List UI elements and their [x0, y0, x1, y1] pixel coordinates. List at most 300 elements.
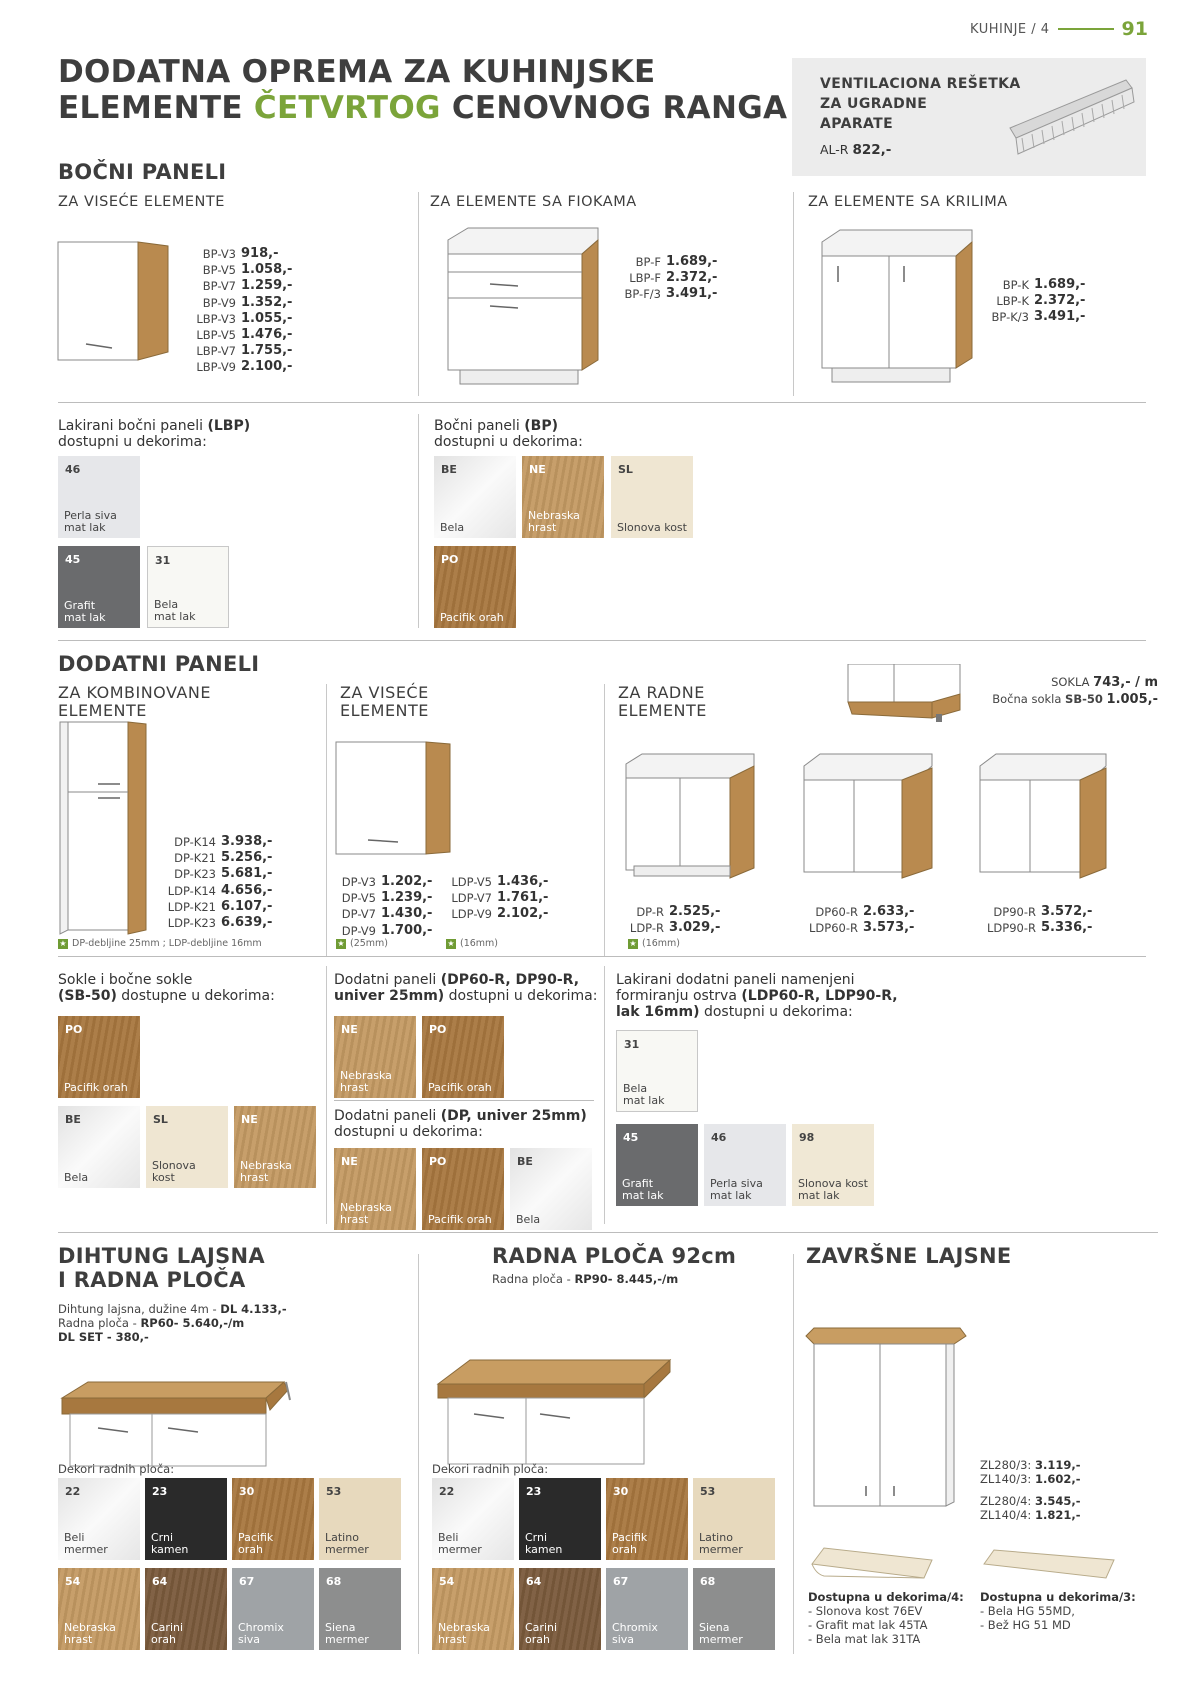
decor-swatch: [146, 1106, 228, 1188]
decor-code: 53: [326, 1485, 342, 1498]
dodatni-col3-label: [618, 684, 707, 720]
product-code: LBP-V7: [196, 344, 236, 359]
decor-code: 54: [439, 1575, 455, 1588]
price-row: [180, 278, 292, 294]
title-line-2-post: CENOVNOG RANGA: [440, 90, 788, 126]
decor-name: Pacifik orah: [612, 1531, 648, 1556]
radna92-b1: RP90- 8.445,-/m: [574, 1272, 679, 1286]
decor-list-item: - Slonova kost 76EV: [808, 1604, 923, 1618]
dodatni-col2-prices-b: [442, 874, 548, 923]
decor-code: SL: [618, 463, 633, 476]
decor-code: 64: [526, 1575, 542, 1588]
decor-name: Pacifik orah: [64, 1081, 128, 1094]
bp-text2: dostupni u dekorima:: [434, 434, 583, 450]
title-line-1: DODATNA OPREMA ZA KUHINJSKE: [58, 54, 656, 90]
decor-swatch: [58, 456, 140, 538]
decor-name: Grafit mat lak: [64, 599, 106, 624]
vent-code: AL-R: [820, 142, 849, 157]
molding-profile-4-image: [808, 1544, 938, 1584]
divider: [604, 684, 605, 956]
dodatni-col3-l1: ZA RADNE: [618, 683, 705, 702]
price-row: [162, 899, 272, 915]
decor-code: 68: [326, 1575, 342, 1588]
decor-swatch: [319, 1478, 401, 1560]
dp-bold1: (DP, univer 25mm): [440, 1108, 587, 1124]
divider: [326, 966, 327, 1224]
bocni-title: BOČNI PANELI: [58, 160, 227, 184]
molding-price: 3.119,-: [1034, 1458, 1081, 1472]
zavrsne-title: ZAVRŠNE LAJSNE: [806, 1244, 1012, 1268]
dihtung-b3: DL SET - 380,-: [58, 1330, 149, 1344]
product-price: 6.639,-: [221, 915, 273, 931]
decor-swatch: [58, 1016, 140, 1098]
decor-name: Crni kamen: [525, 1531, 563, 1556]
decor-code: NE: [241, 1113, 258, 1126]
star-icon: ★: [59, 938, 67, 948]
dp-text2: dostupni u dekorima:: [334, 1124, 483, 1140]
note-col2b: [446, 938, 498, 949]
decor-name: Beli mermer: [64, 1531, 108, 1556]
product-code: LDP60-R: [809, 921, 858, 936]
divider: [58, 1232, 1158, 1233]
sokla-price: 743,- / m: [1093, 675, 1158, 690]
product-price: 5.681,-: [221, 866, 273, 882]
dodatni-col2-l1: ZA VISEĆE: [340, 683, 429, 702]
decor-code: PO: [65, 1023, 83, 1036]
star-icon: ★: [629, 938, 637, 948]
product-code: DP-V5: [341, 891, 376, 906]
decor-swatch: [611, 456, 693, 538]
divider: [604, 966, 605, 1224]
price-row: [442, 890, 548, 906]
bocni-col2-label: ZA ELEMENTE SA FIOKAMA: [430, 194, 637, 210]
bocni-col2-prices: [615, 254, 717, 303]
price-row: [336, 906, 432, 922]
product-code: BP-F: [635, 255, 661, 269]
product-code: DP-K21: [174, 851, 216, 866]
note-col2a-text: (25mm): [350, 938, 389, 949]
product-code: DP-K14: [174, 835, 216, 849]
decor-name: Chromix siva: [612, 1621, 658, 1646]
product-code: LDP-R: [629, 921, 664, 936]
decor-swatch: [58, 546, 140, 628]
door-cabinet-image: [818, 226, 978, 386]
molding-price: 1.821,-: [1034, 1508, 1081, 1522]
molding-code: ZL140/4:: [980, 1508, 1035, 1522]
dihtung-title-1: DIHTUNG LAJSNA: [58, 1244, 265, 1268]
product-code: LDP-V5: [451, 875, 492, 889]
bocna-sokla-label: Bočna sokla: [992, 692, 1062, 706]
note-col1: [58, 938, 262, 949]
molding-profile-3-image: [980, 1544, 1120, 1584]
section-label: KUHINJE / 4: [970, 21, 1050, 37]
bocna-sokla-code: SB-50: [1065, 692, 1103, 706]
sokle-bold2: (SB-50): [58, 988, 117, 1004]
decor-name: Pacifik orah: [428, 1081, 492, 1094]
price-row: [162, 834, 272, 850]
decor-swatch: [58, 1568, 140, 1650]
decor-code: 23: [526, 1485, 542, 1498]
product-code: LDP90-R: [987, 921, 1036, 936]
product-code: BP-K/3: [991, 310, 1029, 325]
decor-name: Beli mermer: [438, 1531, 482, 1556]
note-col3: [628, 938, 680, 949]
decor-swatch: [145, 1568, 227, 1650]
bp-heading: [434, 418, 583, 450]
product-code: LDP-V7: [451, 891, 492, 906]
product-code: DP90-R: [993, 905, 1036, 919]
wall-panel-image: [334, 740, 456, 860]
decor-swatch: [319, 1568, 401, 1650]
decor-swatch: [434, 456, 516, 538]
dodatni-col3-prices-1: [628, 904, 720, 936]
price-row: [336, 874, 432, 890]
ldp-l3: dostupni u dekorima:: [699, 1004, 853, 1020]
product-price: 3.491,-: [666, 286, 718, 302]
product-code: LBP-F: [629, 271, 661, 286]
decor-swatch: [334, 1016, 416, 1098]
decor-name: Crni kamen: [151, 1531, 189, 1556]
radna92-dekori-label: Dekori radnih ploča:: [432, 1462, 549, 1476]
price-row: [806, 904, 914, 920]
vent-title-3: APARATE: [820, 116, 894, 132]
molding-price: 3.545,-: [1034, 1494, 1081, 1508]
decor-name: Bela mat lak: [623, 1082, 665, 1107]
decor-swatch: [616, 1124, 698, 1206]
decor-list-item: - Bela mat lak 31TA: [808, 1632, 921, 1646]
decor-name: Bela mat lak: [154, 598, 196, 623]
decor-code: 31: [155, 554, 171, 567]
product-price: 3.572,-: [1041, 904, 1093, 919]
divider: [58, 640, 1146, 641]
decor-code: NE: [529, 463, 546, 476]
molding-price-row: [980, 1458, 1081, 1472]
decor-swatch: [422, 1148, 504, 1230]
vent-grille-image: [1002, 66, 1142, 166]
dodatni-col1-label: [58, 684, 211, 720]
decor-code: 30: [613, 1485, 629, 1498]
dihtung-b1: DL 4.133,-: [220, 1302, 287, 1316]
header-rule: [1058, 28, 1114, 30]
decor-code: 53: [700, 1485, 716, 1498]
divider: [793, 192, 794, 396]
product-code: DP-V9: [341, 923, 376, 938]
product-code: DP-R: [636, 905, 664, 919]
decor-name: Slonova kost: [152, 1159, 196, 1184]
product-code: DP-V7: [341, 907, 376, 922]
zavrsne-dekori-4: [808, 1590, 964, 1646]
wall-cabinet-image: [56, 240, 172, 364]
decor-swatch: [58, 1478, 140, 1560]
price-row: [180, 311, 292, 327]
product-price: 1.055,-: [241, 310, 293, 326]
decor-swatch: [616, 1030, 698, 1112]
price-row: [336, 923, 432, 939]
bocni-col3-label: ZA ELEMENTE SA KRILIMA: [808, 194, 1008, 210]
lbp-heading: [58, 418, 250, 450]
decor-code: BE: [517, 1155, 533, 1168]
product-code: BP-V7: [202, 279, 236, 294]
molding-code: ZL280/4:: [980, 1494, 1035, 1508]
vent-price: [820, 142, 891, 158]
worktop-image-1: [58, 1380, 294, 1470]
decor-name: Nebraska hrast: [64, 1621, 116, 1646]
dpr-heading: [334, 972, 597, 1004]
dpr-text2: dostupni u dekorima:: [444, 988, 598, 1004]
decor-code: PO: [441, 553, 459, 566]
decor-code: PO: [429, 1023, 447, 1036]
base-panel-image-1: [620, 752, 758, 882]
bocni-col3-prices: [985, 277, 1085, 326]
dodatni-col2-prices-a: [336, 874, 432, 939]
title-line-2-green: ČETVRTOG: [253, 90, 441, 126]
ldp-l2a: formiranju ostrva: [616, 988, 742, 1004]
molding-price-row: [980, 1508, 1081, 1522]
bp-bold1: (BP): [524, 418, 558, 434]
dodatni-col1-l2: ELEMENTE: [58, 701, 147, 720]
radna92-price: [492, 1272, 678, 1286]
decor-list-item: - Bela HG 55MD,: [980, 1604, 1075, 1618]
price-row: [442, 906, 548, 922]
decor-swatch: [432, 1478, 514, 1560]
product-price: 3.573,-: [863, 920, 915, 936]
product-price: 1.058,-: [241, 262, 293, 278]
product-code: LBP-V9: [196, 360, 236, 375]
dodatni-title: DODATNI PANELI: [58, 652, 260, 676]
decor-code: 31: [624, 1038, 640, 1051]
decor-code: 67: [613, 1575, 629, 1588]
decor-name: Siena mermer: [699, 1621, 743, 1646]
product-price: 1.259,-: [241, 278, 293, 294]
product-price: 1.352,-: [241, 294, 293, 310]
molding-code: ZL280/3:: [980, 1458, 1035, 1472]
lbp-text1: Lakirani bočni paneli: [58, 418, 208, 434]
product-price: 1.689,-: [666, 254, 718, 269]
sokla-image: [846, 664, 966, 726]
product-price: 1.755,-: [241, 343, 293, 359]
bocna-sokla-price: 1.005,-: [1106, 692, 1158, 707]
product-price: 1.436,-: [497, 874, 549, 889]
price-row: [985, 293, 1085, 309]
decor-swatch: [693, 1568, 775, 1650]
decor-swatch: [334, 1148, 416, 1230]
decor-swatch: [519, 1568, 601, 1650]
note-col3-text: (16mm): [642, 938, 681, 949]
sokla-label: SOKLA: [1051, 675, 1090, 689]
product-code: DP60-R: [815, 905, 858, 919]
divider: [418, 192, 419, 396]
decor-code: BE: [65, 1113, 81, 1126]
product-code: LDP-V9: [451, 907, 492, 922]
radna92-t1: Radna ploča -: [492, 1272, 575, 1286]
zavrsne-d3-title: Dostupna u dekorima/3:: [980, 1590, 1136, 1604]
decor-name: Perla siva mat lak: [710, 1177, 763, 1202]
product-code: LDP-K21: [167, 899, 216, 914]
product-price: 2.525,-: [669, 904, 721, 919]
decor-code: 64: [152, 1575, 168, 1588]
decor-code: 68: [700, 1575, 716, 1588]
product-price: 1.689,-: [1034, 277, 1086, 292]
product-price: 1.239,-: [381, 890, 433, 906]
decor-name: Perla siva mat lak: [64, 509, 117, 534]
decor-swatch: [145, 1478, 227, 1560]
decor-code: NE: [341, 1023, 358, 1036]
price-row: [806, 920, 914, 936]
note-col1-text: DP-debljine 25mm ; LDP-debljine 16mm: [72, 938, 262, 949]
dihtung-title-2: I RADNA PLOČA: [58, 1268, 246, 1292]
product-price: 5.336,-: [1041, 920, 1093, 936]
price-row: [628, 904, 720, 920]
star-icon: ★: [337, 938, 345, 948]
decor-name: Carini orah: [525, 1621, 558, 1646]
price-row: [985, 309, 1085, 325]
product-code: BP-V9: [202, 295, 236, 310]
dodatni-col2-l2: ELEMENTE: [340, 701, 429, 720]
dodatni-col1-prices: [162, 834, 272, 931]
radna92-title: RADNA PLOČA 92cm: [492, 1244, 737, 1268]
lbp-bold1: (LBP): [207, 418, 251, 434]
product-price: 6.107,-: [221, 898, 273, 914]
decor-name: Latino mermer: [325, 1531, 369, 1556]
decor-list-item: - Bež HG 51 MD: [980, 1618, 1071, 1632]
price-row: [180, 295, 292, 311]
ldp-heading: [616, 972, 898, 1020]
decor-swatch: [792, 1124, 874, 1206]
decor-name: Slonova kost mat lak: [798, 1177, 868, 1202]
ldp-bold3: lak 16mm): [616, 1004, 700, 1020]
price-row: [984, 904, 1092, 920]
price-row: [162, 850, 272, 866]
price-row: [180, 359, 292, 375]
worktop-image-2: [434, 1358, 674, 1468]
vent-price-value: 822,-: [852, 142, 892, 158]
molding-price: 1.602,-: [1034, 1472, 1081, 1486]
divider: [793, 1254, 794, 1654]
decor-code: 45: [65, 553, 81, 566]
dpr-bold1: (DP60-R, DP90-R,: [440, 972, 580, 988]
zavrsne-d4-title: Dostupna u dekorima/4:: [808, 1590, 964, 1604]
drawer-cabinet-image: [444, 224, 604, 388]
price-row: [180, 262, 292, 278]
decor-name: Latino mermer: [699, 1531, 743, 1556]
decor-swatch: [519, 1478, 601, 1560]
divider: [418, 414, 419, 628]
sokla-prices: [992, 674, 1158, 708]
decor-code: 22: [65, 1485, 81, 1498]
product-code: BP-F/3: [624, 287, 661, 302]
product-price: 3.491,-: [1034, 309, 1086, 325]
product-code: LDP-K23: [167, 916, 216, 931]
decor-swatch: [606, 1568, 688, 1650]
divider: [58, 402, 1146, 403]
lbp-text2: dostupni u dekorima:: [58, 434, 207, 450]
price-row: [442, 874, 548, 890]
dihtung-prices: [58, 1302, 287, 1344]
decor-name: Nebraska hrast: [528, 509, 580, 534]
decor-swatch: [232, 1478, 314, 1560]
decor-name: Pacifik orah: [428, 1213, 492, 1226]
decor-name: Bela: [64, 1171, 89, 1184]
page-number: 91: [1121, 18, 1148, 40]
product-code: LBP-V5: [196, 328, 236, 343]
decor-code: SL: [153, 1113, 168, 1126]
dihtung-title: [58, 1244, 265, 1292]
decor-name: Siena mermer: [325, 1621, 369, 1646]
decor-name: Pacifik orah: [238, 1531, 274, 1556]
price-row: [336, 890, 432, 906]
title-line-2: [58, 90, 787, 126]
price-row: [615, 254, 717, 270]
decor-code: 46: [711, 1131, 727, 1144]
decor-code: 45: [623, 1131, 639, 1144]
molding-price-row: [980, 1472, 1081, 1486]
dp-text1: Dodatni paneli: [334, 1108, 441, 1124]
finish-molding-cabinet-image: [804, 1326, 970, 1510]
product-price: 1.700,-: [381, 922, 433, 938]
decor-name: Nebraska hrast: [240, 1159, 292, 1184]
product-price: 1.430,-: [381, 906, 433, 922]
note-col2b-text: (16mm): [460, 938, 499, 949]
product-price: 2.372,-: [1034, 293, 1086, 309]
decor-name: Carini orah: [151, 1621, 184, 1646]
divider: [326, 684, 327, 956]
dodatni-col2-label: [340, 684, 429, 720]
decor-list-item: - Grafit mat lak 45TA: [808, 1618, 928, 1632]
decor-name: Nebraska hrast: [438, 1621, 490, 1646]
decor-name: Slonova kost: [617, 521, 687, 534]
decor-code: 54: [65, 1575, 81, 1588]
price-row: [180, 327, 292, 343]
decor-swatch: [606, 1478, 688, 1560]
product-price: 2.100,-: [241, 359, 293, 375]
zavrsne-dekori-3: [980, 1590, 1136, 1632]
price-row: [162, 866, 272, 882]
decor-code: BE: [441, 463, 457, 476]
decor-swatch: [234, 1106, 316, 1188]
decor-code: 98: [799, 1131, 815, 1144]
title-line-2-pre: ELEMENTE: [58, 90, 254, 126]
decor-swatch: [510, 1148, 592, 1230]
price-row: [162, 883, 272, 899]
dpr-bold2: univer 25mm): [334, 988, 445, 1004]
ldp-bold2: (LDP60-R, LDP90-R,: [741, 988, 898, 1004]
price-row: [180, 343, 292, 359]
product-code: BP-V5: [202, 263, 236, 278]
molding-code: ZL140/3:: [980, 1472, 1035, 1486]
dodatni-col3-prices-2: [806, 904, 914, 936]
decor-swatch: [522, 456, 604, 538]
decor-code: 67: [239, 1575, 255, 1588]
dihtung-b2: RP60- 5.640,-/m: [140, 1316, 245, 1330]
dodatni-col3-prices-3: [984, 904, 1092, 936]
decor-name: Bela: [440, 521, 465, 534]
decor-swatch: [693, 1478, 775, 1560]
price-row: [628, 920, 720, 936]
decor-name: Nebraska hrast: [340, 1069, 392, 1094]
decor-swatch: [147, 546, 229, 628]
page-header: [970, 18, 1148, 40]
dihtung-t2: Radna ploča -: [58, 1316, 141, 1330]
decor-swatch: [432, 1568, 514, 1650]
bocni-col1-label: ZA VISEĆE ELEMENTE: [58, 194, 225, 210]
molding-price-row: [980, 1494, 1081, 1508]
sokle-heading: [58, 972, 275, 1004]
decor-name: Pacifik orah: [440, 611, 504, 624]
price-row: [985, 277, 1085, 293]
decor-name: Chromix siva: [238, 1621, 284, 1646]
dodatni-col3-l2: ELEMENTE: [618, 701, 707, 720]
divider: [418, 1254, 419, 1654]
